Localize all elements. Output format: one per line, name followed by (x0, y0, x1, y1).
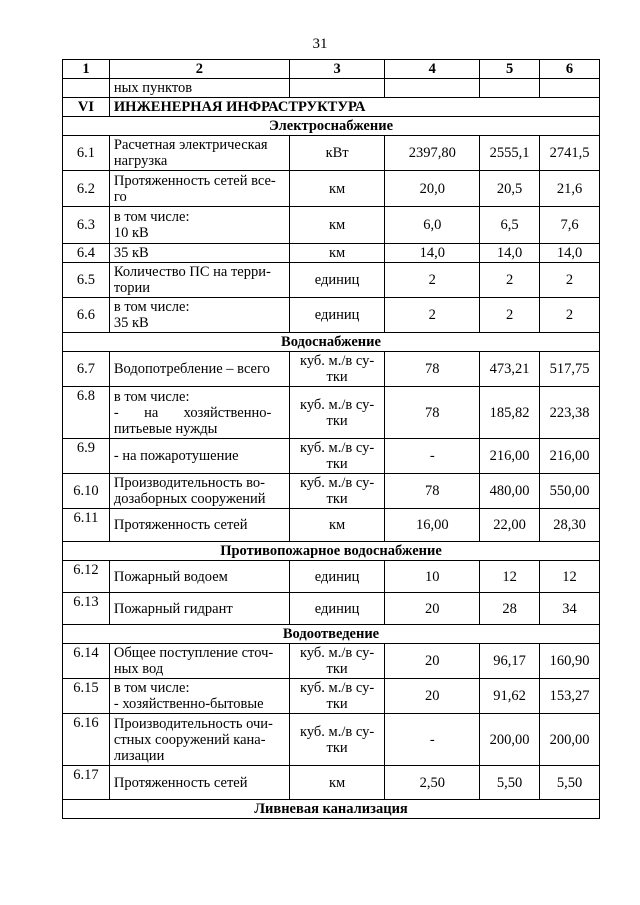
table-row (63, 474, 600, 509)
cell-line: - хозяйственно-бытовые (113, 696, 264, 712)
table-row (63, 244, 600, 263)
col-header: 5 (480, 60, 540, 79)
cell-value: 28 (480, 593, 540, 625)
cell-name (109, 136, 289, 171)
cell-line: тки (326, 456, 348, 472)
cell-value: 20 (385, 679, 480, 714)
cell-unit (289, 593, 385, 625)
cell-value: 2 (540, 298, 600, 333)
cell-line: в том числе: (113, 388, 190, 405)
part-number: VI (63, 98, 110, 117)
cell-name (109, 207, 289, 244)
section-title: Электроснабжение (63, 117, 600, 136)
cell-value: 2 (385, 298, 480, 333)
cell-line: куб. м./в су- (300, 645, 375, 661)
cell-unit (289, 171, 385, 207)
cell-unit (289, 439, 385, 474)
cell-value: 216,00 (540, 439, 600, 474)
cell-line: единиц (314, 600, 360, 617)
cell-value: 96,17 (480, 644, 540, 679)
cell-line: куб. м./в су- (300, 723, 375, 740)
table-row (63, 136, 600, 171)
cell-value: 480,00 (480, 474, 540, 509)
infrastructure-table (62, 59, 600, 819)
cell-line: Производительность очи- (113, 715, 273, 732)
cell-value: 6,5 (480, 207, 540, 244)
cell-name (109, 352, 289, 387)
cell-number: 6.5 (63, 263, 110, 298)
page-number: 31 (312, 36, 328, 52)
cell-line: Расчетная электрическая (113, 137, 268, 153)
cell-value: 185,82 (480, 387, 540, 439)
cell-line: км (329, 517, 346, 533)
cell-name (109, 244, 289, 263)
section-heading-row (63, 800, 600, 819)
cell-line: Пожарный гидрант (113, 600, 233, 617)
cell-line: Протяженность сетей (113, 517, 248, 533)
cell-value: 200,00 (540, 714, 600, 766)
cell-value: 2555,1 (480, 136, 540, 171)
cell-unit (289, 561, 385, 593)
cell-line: Протяженность сетей все- (113, 172, 276, 189)
cell-value: 78 (385, 387, 480, 439)
cell-line: ных вод (113, 661, 164, 677)
section-heading-row (63, 625, 600, 644)
cell-line: питьевые нужды (113, 420, 218, 437)
cell-line: Производительность во- (113, 475, 265, 491)
cell-unit (289, 263, 385, 298)
cell-number: 6.4 (63, 244, 110, 263)
cell-value: 2741,5 (540, 136, 600, 171)
cell-value: 2 (540, 263, 600, 298)
cell-line: в том числе: (113, 680, 190, 696)
col-header: 4 (385, 60, 480, 79)
section-heading-row (63, 117, 600, 136)
table-row (63, 263, 600, 298)
cell-line: в том числе: (113, 209, 190, 225)
cell-name (109, 766, 289, 800)
cell-line: куб. м./в су- (300, 396, 375, 413)
section-title: Ливневая канализация (63, 800, 600, 819)
table-row (63, 644, 600, 679)
cell-value: 2397,80 (385, 136, 480, 171)
section-title: Водоотведение (63, 625, 600, 644)
cell-value: 473,21 (480, 352, 540, 387)
cell-line: км (329, 245, 346, 261)
cell-value: 34 (540, 593, 600, 625)
cell-name (109, 644, 289, 679)
cell-unit (289, 714, 385, 766)
cell-number: 6.17 (63, 766, 110, 800)
cell-line: единиц (314, 272, 360, 288)
cell-value: 20,0 (385, 171, 480, 207)
table-row (63, 561, 600, 593)
column-header-row (63, 60, 600, 79)
cell-value: - (385, 714, 480, 766)
cell-name (109, 714, 289, 766)
cell-value: 223,38 (540, 387, 600, 439)
col-header: 3 (289, 60, 385, 79)
table-row (63, 171, 600, 207)
cell-unit (289, 679, 385, 714)
table-row (63, 593, 600, 625)
cell-value: 2 (480, 298, 540, 333)
part-heading-row (63, 98, 600, 117)
cell-value: 21,6 (540, 171, 600, 207)
cell-value: 2,50 (385, 766, 480, 800)
cell-line: го (113, 188, 127, 205)
cell-name (109, 298, 289, 333)
cell-line: в том числе: (113, 299, 190, 315)
section-title: Противопожарное водоснабжение (63, 542, 600, 561)
cell-value: 5,50 (540, 766, 600, 800)
cell-value: 6,0 (385, 207, 480, 244)
cell-name (109, 593, 289, 625)
cell-value: 550,00 (540, 474, 600, 509)
cell-value: 12 (480, 561, 540, 593)
cell-number: 6.8 (63, 387, 110, 439)
cell-value: 20,5 (480, 171, 540, 207)
cell-value: 160,90 (540, 644, 600, 679)
cell-line: куб. м./в су- (300, 475, 375, 491)
cell-line: единиц (314, 568, 360, 585)
cell-value: 78 (385, 352, 480, 387)
cell-unit (289, 298, 385, 333)
cell-value: 200,00 (480, 714, 540, 766)
cell-value: 2 (385, 263, 480, 298)
cell-value: 517,75 (540, 352, 600, 387)
cell-number: 6.12 (63, 561, 110, 593)
cell-line: нагрузка (113, 153, 168, 169)
cell-line: единиц (314, 307, 360, 323)
table-row (63, 207, 600, 244)
cell-unit (289, 207, 385, 244)
cell-number: 6.7 (63, 352, 110, 387)
cell-line: 35 кВ (113, 245, 149, 261)
cell-name (109, 387, 289, 439)
cell-line: Количество ПС на терри- (113, 264, 271, 280)
cell-value: 16,00 (385, 509, 480, 542)
col-header: 1 (63, 60, 110, 79)
cell-unit (289, 387, 385, 439)
cell-number: 6.9 (63, 439, 110, 474)
cell-name (109, 171, 289, 207)
cell-unit (289, 644, 385, 679)
cell-line: км (329, 217, 346, 233)
cell-line: Общее поступление сточ- (113, 645, 274, 661)
cell-line: дозаборных сооружений (113, 491, 266, 507)
table-row (63, 766, 600, 800)
cell-value: 153,27 (540, 679, 600, 714)
cell-name (109, 263, 289, 298)
cell-line: тки (326, 739, 348, 756)
cell-value: 20 (385, 644, 480, 679)
cell-line: стных сооружений кана- (113, 731, 266, 748)
cell-line: 35 кВ (113, 315, 149, 331)
table-row (63, 298, 600, 333)
cell-value: 28,30 (540, 509, 600, 542)
cell-line: тки (326, 369, 348, 385)
cell-value: 14,0 (540, 244, 600, 263)
cell-line: куб. м./в су- (300, 353, 375, 369)
cell-line: тории (113, 280, 151, 296)
cell-value: - (385, 439, 480, 474)
cell-number: 6.14 (63, 644, 110, 679)
section-heading-row (63, 542, 600, 561)
cell-line: Водопотребление – всего (113, 361, 270, 377)
cell-line: тки (326, 412, 348, 429)
cell-value: 7,6 (540, 207, 600, 244)
cell-value: 2 (480, 263, 540, 298)
cell-line: - на хозяйственно- (113, 404, 272, 421)
cell-name (109, 474, 289, 509)
cell-unit (289, 244, 385, 263)
cell-value: 22,00 (480, 509, 540, 542)
cell-name: ных пунктов (109, 79, 289, 98)
cell-name (109, 509, 289, 542)
cell-line: км (329, 774, 346, 791)
cell-line: - на пожаротушение (113, 448, 239, 464)
cell-number: 6.16 (63, 714, 110, 766)
cell-number: 6.13 (63, 593, 110, 625)
cell-value: 91,62 (480, 679, 540, 714)
cell-unit (289, 766, 385, 800)
cell-name (109, 561, 289, 593)
cell-line: куб. м./в су- (300, 680, 375, 696)
cell-number: 6.10 (63, 474, 110, 509)
cell-number: 6.11 (63, 509, 110, 542)
cell-line: Протяженность сетей (113, 774, 248, 791)
cell-unit (289, 136, 385, 171)
section-title: Водоснабжение (63, 333, 600, 352)
cell-line: тки (326, 491, 348, 507)
cell-number: 6.1 (63, 136, 110, 171)
table-row (63, 352, 600, 387)
table-row (63, 387, 600, 439)
cell-line: куб. м./в су- (300, 440, 375, 456)
cell-number: 6.3 (63, 207, 110, 244)
section-heading-row (63, 333, 600, 352)
cell-name (109, 439, 289, 474)
part-title: ИНЖЕНЕРНАЯ ИНФРАСТРУКТУРА (109, 98, 599, 117)
cell-value: 14,0 (480, 244, 540, 263)
cell-value: 14,0 (385, 244, 480, 263)
cell-value: 5,50 (480, 766, 540, 800)
cell-value: 10 (385, 561, 480, 593)
table-row (63, 439, 600, 474)
cell-line: тки (326, 661, 348, 677)
cell-line: км (329, 180, 346, 197)
cell-line: тки (326, 696, 348, 712)
col-header: 6 (540, 60, 600, 79)
cell-value: 78 (385, 474, 480, 509)
table-row (63, 509, 600, 542)
cell-name (109, 679, 289, 714)
table-row (63, 714, 600, 766)
cell-unit (289, 509, 385, 542)
cell-number: 6.6 (63, 298, 110, 333)
cell-line: лизации (113, 747, 165, 764)
col-header: 2 (109, 60, 289, 79)
table-row (63, 679, 600, 714)
table-row (63, 79, 600, 98)
cell-value: 12 (540, 561, 600, 593)
cell-number: 6.2 (63, 171, 110, 207)
cell-line: Пожарный водоем (113, 568, 228, 585)
cell-value: 20 (385, 593, 480, 625)
cell-number: 6.15 (63, 679, 110, 714)
cell-line: кВт (325, 145, 349, 161)
cell-unit (289, 352, 385, 387)
cell-value: 216,00 (480, 439, 540, 474)
cell-unit (289, 474, 385, 509)
cell-line: 10 кВ (113, 225, 149, 241)
